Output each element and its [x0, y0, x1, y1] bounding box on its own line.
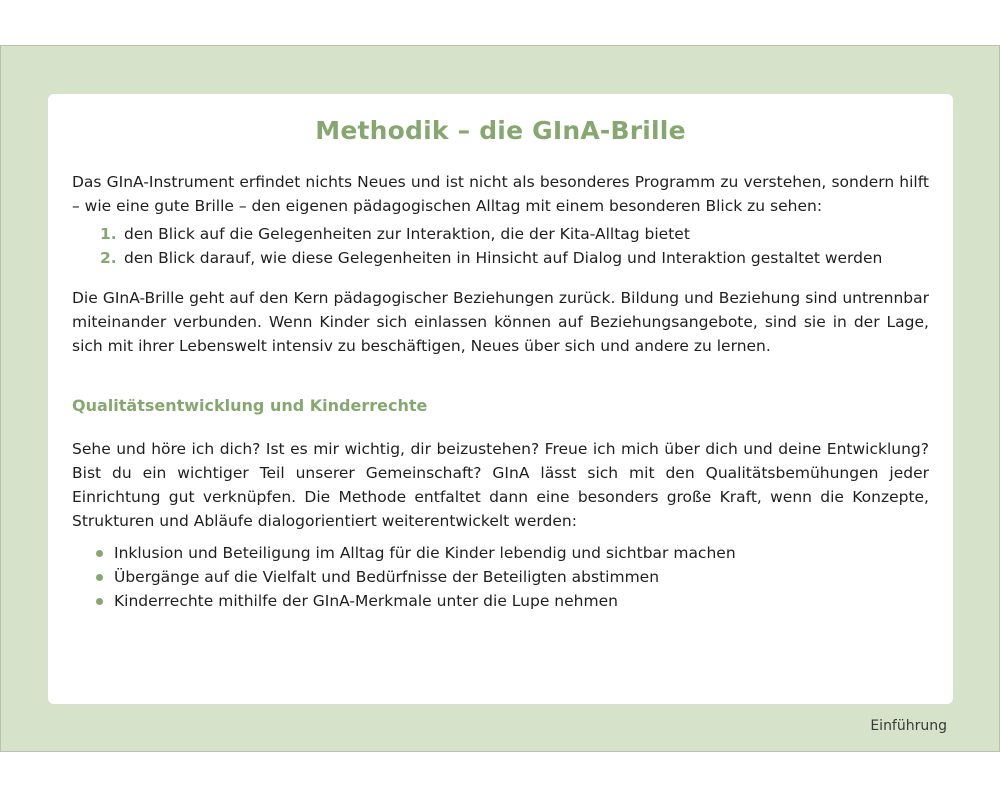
list-number: 1. [100, 225, 117, 243]
quality-paragraph: Sehe und höre ich dich? Ist es mir wichtig, dir beizustehen? Freue ich mich über dich und deine Entwicklung? Bist du ein wichtiger Teil unserer Gemeinschaft? GInA lässt sich mit den Qualitätsbemühungen jeder Einrichtung gut verknüpfen. Die Methode entfaltet dann eine besonders große Kraft, wenn die Konzepte, Strukturen und Abläufe dialogorientiert weiterentwickelt werden: [72, 440, 929, 530]
section-heading: Qualitätsentwicklung und Kinderrechte [72, 396, 428, 415]
bullet-list [72, 541, 929, 613]
bullet-text: Übergänge auf die Vielfalt und Bedürfnisse der Beteiligten abstimmen [114, 568, 660, 586]
relationship-paragraph: Die GInA-Brille geht auf den Kern pädagogischer Beziehungen zurück. Bildung und Beziehung sind untrennbar miteinander verbunden. Wenn Kinder sich einlassen können auf Beziehungsangebote, sind sie in der Lage, sich mit ihrer Lebenswelt intensiv zu beschäftigen, Neues über sich und andere zu lernen. [72, 289, 929, 355]
bullet-dot-icon [96, 550, 103, 557]
bullet-dot-icon [96, 598, 103, 605]
footer-label: Einführung [870, 718, 947, 734]
bullet-dot-icon [96, 574, 103, 581]
list-item [100, 246, 929, 270]
list-number: 2. [100, 249, 117, 267]
list-item [96, 589, 929, 613]
intro-paragraph: Das GInA-Instrument erfindet nichts Neues und ist nicht als besonderes Programm zu verstehen, sondern hilft – wie eine gute Brille – den eigenen pädagogischen Alltag mit einem besonderen Blick zu sehen: [72, 173, 929, 215]
numbered-list [72, 222, 929, 270]
list-item-text: den Blick darauf, wie diese Gelegenheiten in Hinsicht auf Dialog und Interaktion gestaltet werden [124, 249, 883, 267]
content-card [48, 94, 953, 704]
page-title: Methodik – die GInA-Brille [315, 116, 686, 145]
list-item-text: den Blick auf die Gelegenheiten zur Interaktion, die der Kita-Alltag bietet [124, 225, 690, 243]
list-item [96, 565, 929, 589]
list-item [100, 222, 929, 246]
bullet-text: Kinderrechte mithilfe der GInA-Merkmale unter die Lupe nehmen [114, 592, 618, 610]
bullet-text: Inklusion und Beteiligung im Alltag für die Kinder lebendig und sichtbar machen [114, 544, 736, 562]
list-item [96, 541, 929, 565]
slide-background [0, 45, 1000, 752]
